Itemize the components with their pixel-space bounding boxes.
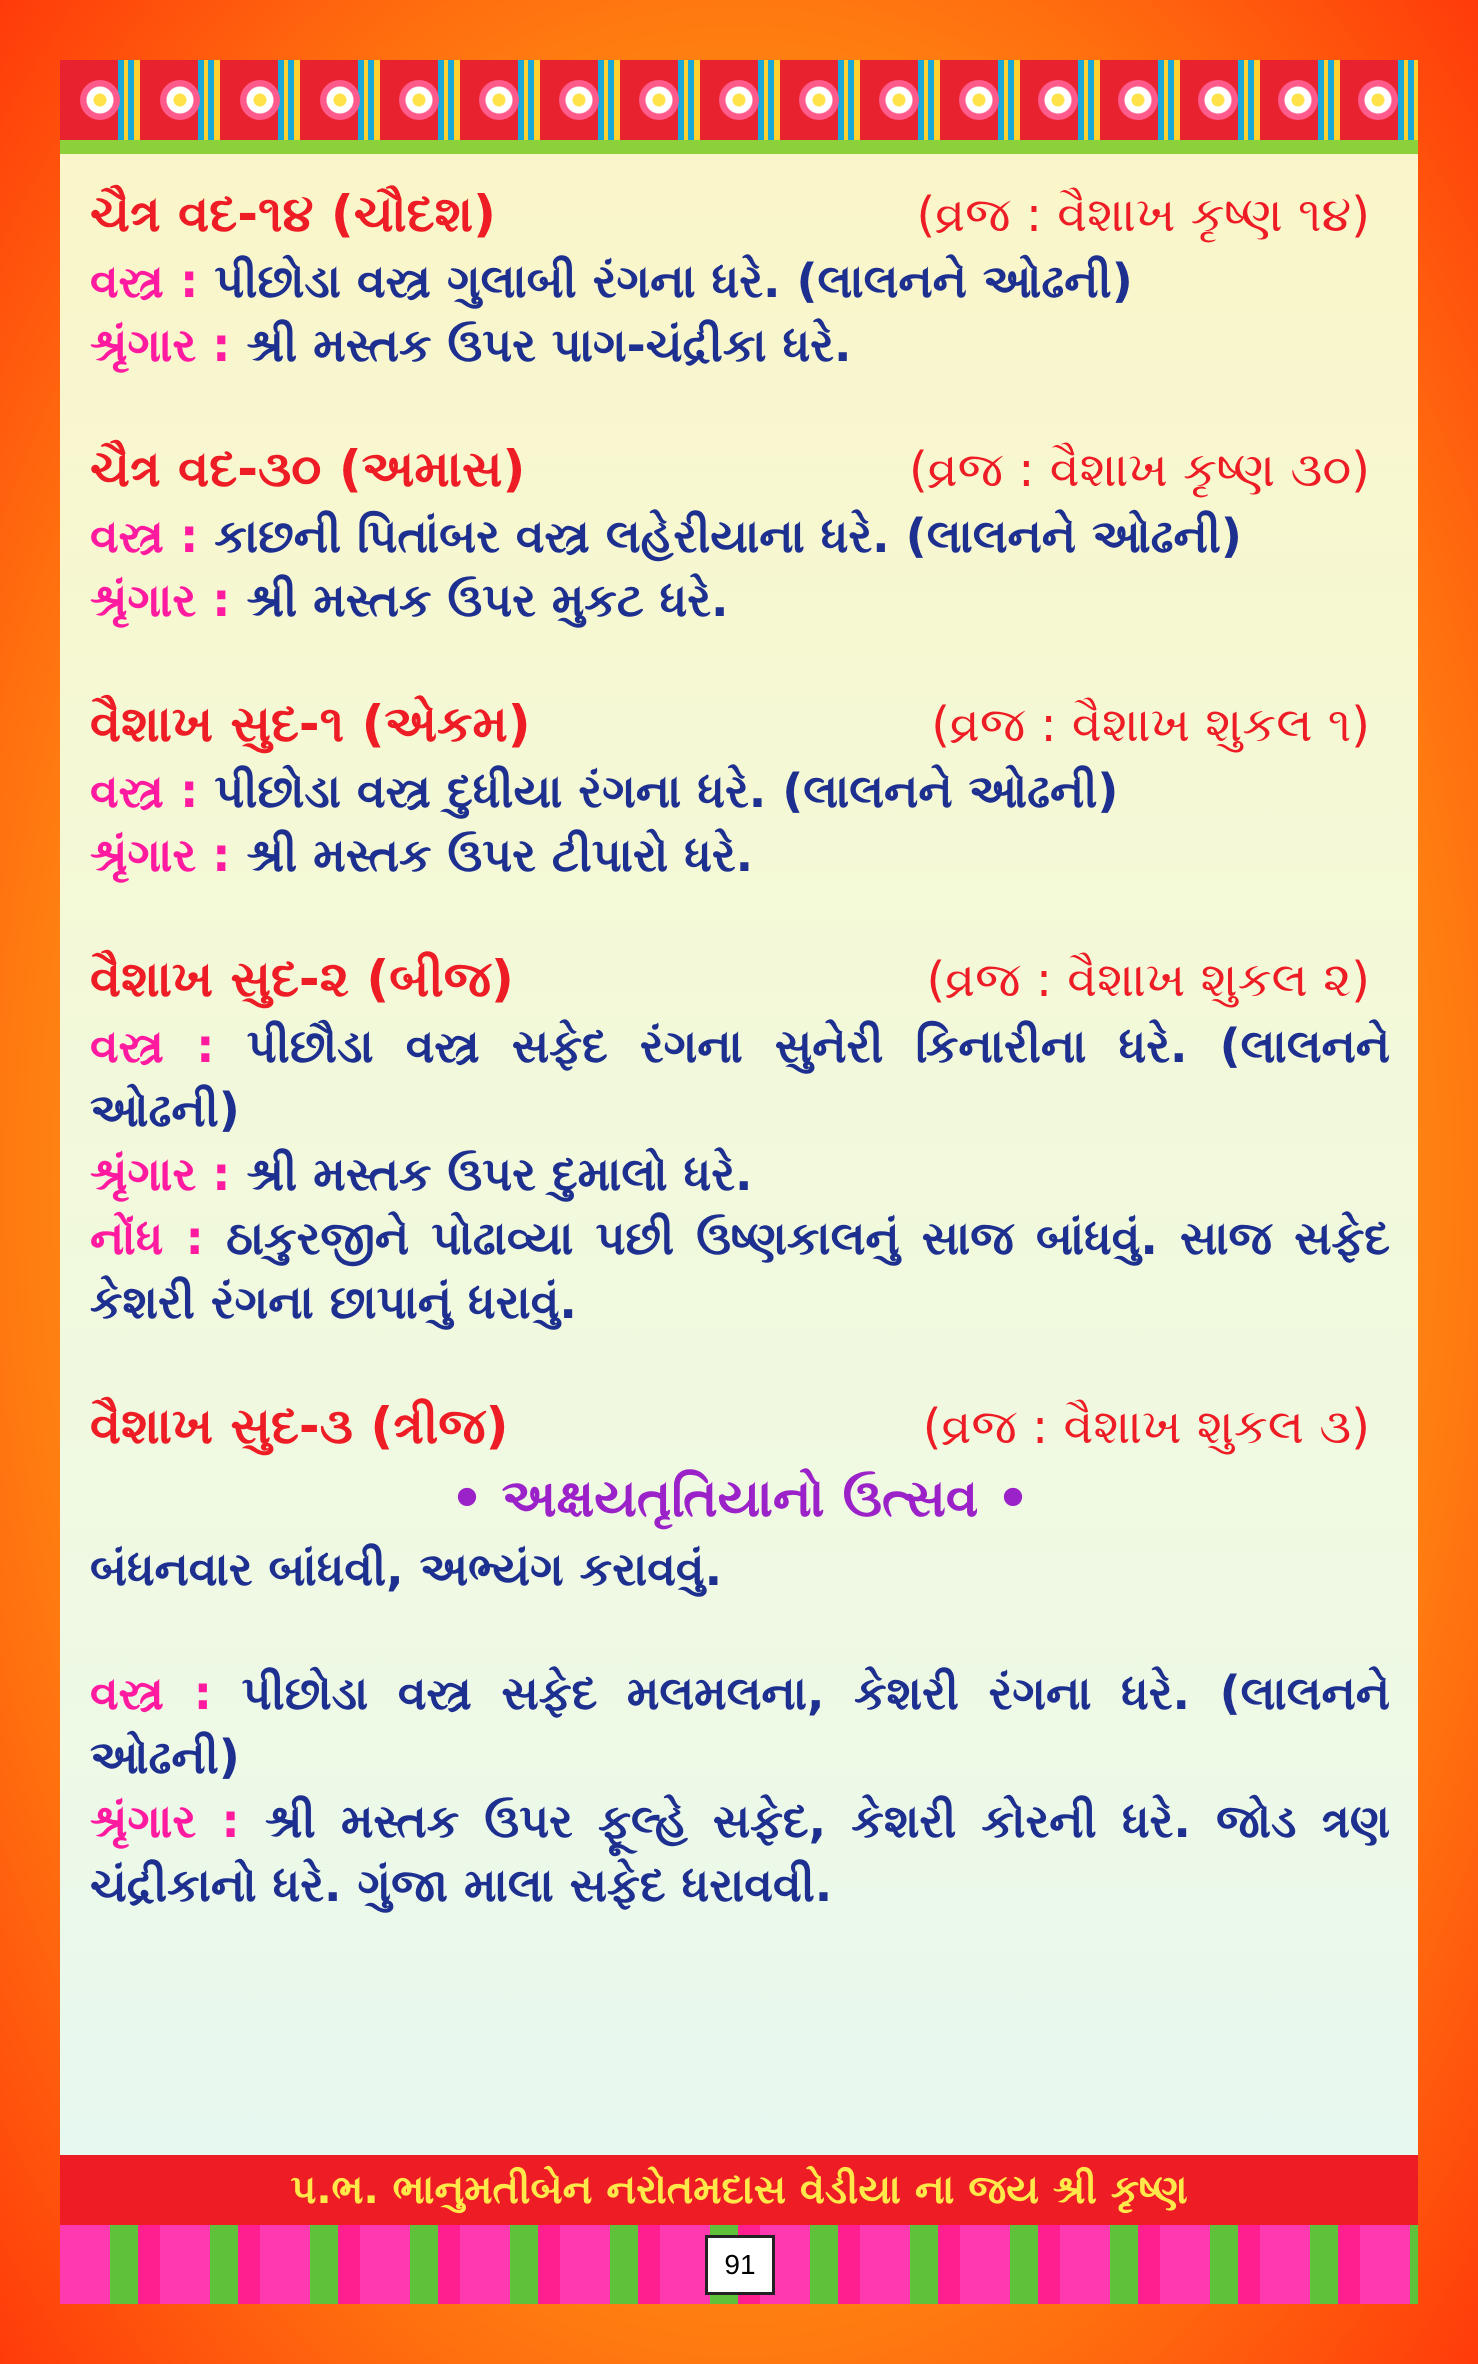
shringar-line (90, 313, 1390, 377)
flower-icon (320, 80, 360, 120)
vastra-text: પીછોડા વસ્ત્ર ગુલાબી રંગના ધરે. (લાલનને ઓઢની) (214, 254, 1133, 308)
flower-icon (1358, 80, 1398, 120)
shringar-line (90, 823, 1390, 887)
vraj-date: (વ્રજ : વૈશાખ કૃષ્ણ ૧૪) (916, 187, 1370, 243)
vastra-line (90, 249, 1390, 313)
entry-title: વૈશાખ સુદ-૨ (બીજ) (90, 950, 514, 1008)
shringar-line (90, 1142, 1390, 1206)
vraj-date: (વ્રજ : વૈશાખ કૃષ્ણ ૩૦) (908, 442, 1370, 498)
entry-heading (90, 180, 1390, 249)
page-number: 91 (705, 2235, 775, 2295)
entry-title: વૈશાખ સુદ-૩ (ત્રીજ) (90, 1397, 509, 1455)
flower-icon (1278, 80, 1318, 120)
vastra-label: વસ્ત્ર : (90, 254, 199, 308)
shringar-text: શ્રી મસ્તક ઉપર દુમાલો ધરે. (246, 1147, 753, 1201)
flower-icon (1038, 80, 1078, 120)
vastra-line (90, 1661, 1390, 1789)
entry-heading (90, 435, 1390, 504)
entry-title: વૈશાખ સુદ-૧ (એકમ) (90, 695, 531, 753)
entry-chaitra-vad-14 (90, 180, 1390, 377)
entry-vaishakh-sud-1 (90, 690, 1390, 887)
shringar-line (90, 1789, 1390, 1917)
vastra-line (90, 1014, 1390, 1142)
vraj-date: (વ્રજ : વૈશાખ શુકલ ૨) (926, 952, 1370, 1008)
flower-icon (399, 80, 439, 120)
vastra-text: પીછોડા વસ્ત્ર સફેદ મલમલના, કેશરી રંગના ધરે. (લાલનને ઓઢની) (90, 1666, 1390, 1784)
vraj-date: (વ્રજ : વૈશાખ શુકલ ૧) (931, 697, 1370, 753)
entry-vaishakh-sud-3 (90, 1392, 1390, 1917)
page-panel (60, 60, 1418, 2304)
flower-icon (799, 80, 839, 120)
entry-title: ચૈત્ર વદ-૩૦ (અમાસ) (90, 440, 526, 498)
vastra-label: વસ્ત્ર : (90, 509, 199, 563)
flower-icon (719, 80, 759, 120)
shringar-label: શ્રૃંગાર : (90, 1794, 240, 1848)
decorative-top-border (60, 60, 1418, 154)
festival-title: • અક્ષયતૃતિયાનો ઉત્સવ • (450, 1469, 1030, 1529)
flower-icon (160, 80, 200, 120)
vastra-label: વસ્ત્ર : (90, 1019, 215, 1073)
shringar-text: શ્રી મસ્તક ઉપર પાગ-ચંદ્રીકા ધરે. (246, 318, 852, 372)
flower-icon (559, 80, 599, 120)
shringar-label: શ્રૃંગાર : (90, 573, 231, 627)
vastra-line (90, 759, 1390, 823)
vastra-text: પીછોડા વસ્ત્ર દુધીયા રંગના ધરે. (લાલનને ઓઢની) (214, 764, 1119, 818)
entry-chaitra-vad-30 (90, 435, 1390, 632)
note-line (90, 1206, 1390, 1334)
flower-icon (479, 80, 519, 120)
flower-icon (240, 80, 280, 120)
shringar-label: શ્રૃંગાર : (90, 318, 231, 372)
shringar-line (90, 568, 1390, 632)
page-content (90, 180, 1390, 1975)
vastra-label: વસ્ત્ર : (90, 1666, 212, 1720)
vastra-text: પીછૌડા વસ્ત્ર સફેદ રંગના સુનેરી કિનારીના ધરે. (લાલનને ઓઢની) (90, 1019, 1391, 1137)
shringar-text: શ્રી મસ્તક ઉપર ટીપારો ધરે. (246, 828, 754, 882)
flower-icon (1118, 80, 1158, 120)
flower-icon (959, 80, 999, 120)
note-text: ઠાકુરજીને પોઢાવ્યા પછી ઉષ્ણકાલનું સાજ બાંધવું. સાજ સફેદ કેશરી રંગના છાપાનું ધરાવું. (90, 1211, 1391, 1329)
intro-text: બંધનવાર બાંધવી, અભ્યંગ કરાવવું. (90, 1542, 723, 1596)
footer-dedication: પ.ભ. ભાનુમતીબેન નરોતમદાસ વેડીયા ના જય શ્રી કૃષ્ણ (60, 2155, 1418, 2225)
entry-heading (90, 1392, 1390, 1461)
shringar-text: શ્રી મસ્તક ઉપર મુકટ ધરે. (246, 573, 729, 627)
shringar-text: શ્રી મસ્તક ઉપર ફૂલ્હે સફેદ, કેશરી કોરની ધરે. જોડ ત્રણ ચંદ્રીકાનો ધરે. ગુંજા માલા સફેદ ધરાવવી. (90, 1794, 1390, 1912)
vastra-text: કાછની પિતાંબર વસ્ત્ર લહેરીયાના ધરે. (લાલનને ઓઢની) (214, 509, 1242, 563)
entry-title: ચૈત્ર વદ-૧૪ (ચૌદશ) (90, 185, 496, 243)
note-label: નોંધ : (90, 1211, 204, 1265)
shringar-label: શ્રૃંગાર : (90, 1147, 231, 1201)
vraj-date: (વ્રજ : વૈશાખ શુકલ ૩) (922, 1399, 1370, 1455)
flower-icon (80, 80, 120, 120)
entry-vaishakh-sud-2 (90, 945, 1390, 1334)
entry-heading (90, 945, 1390, 1014)
vastra-line (90, 504, 1390, 568)
shringar-label: શ્રૃંગાર : (90, 828, 231, 882)
flower-icon (639, 80, 679, 120)
flower-icon (1198, 80, 1238, 120)
entry-heading (90, 690, 1390, 759)
flower-icon (879, 80, 919, 120)
vastra-label: વસ્ત્ર : (90, 764, 199, 818)
